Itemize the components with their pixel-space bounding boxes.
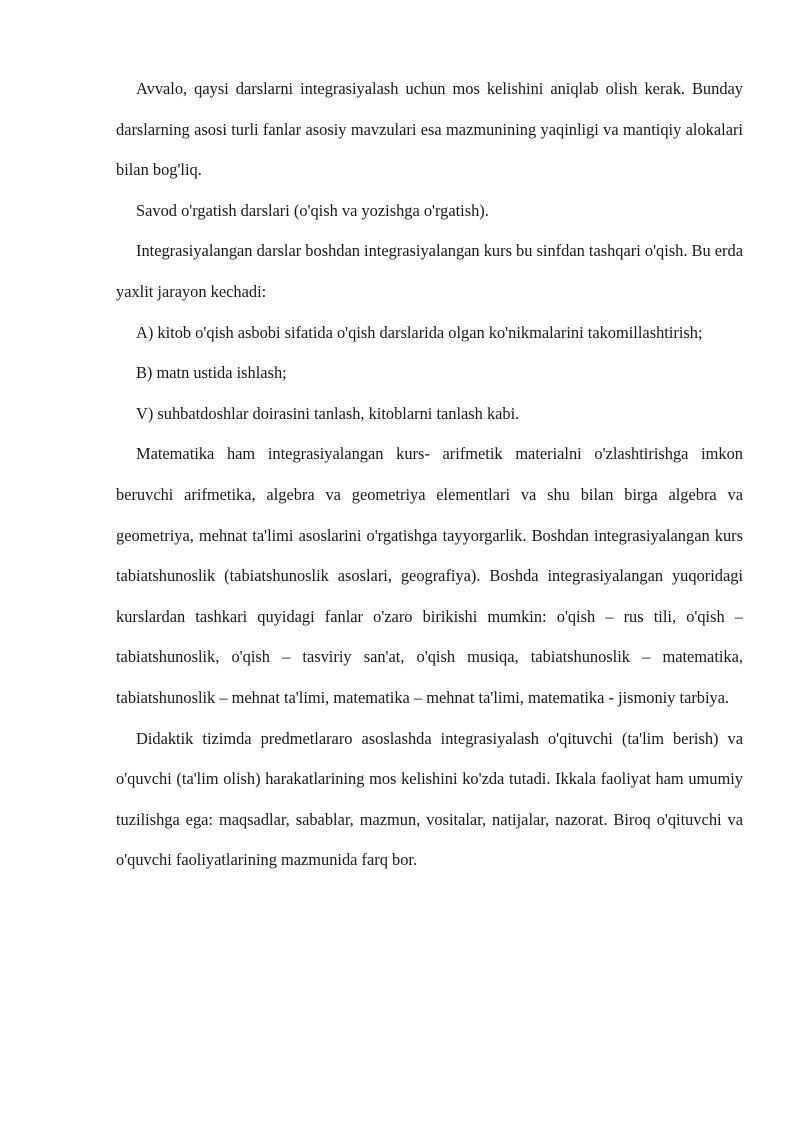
list-item-v: V) suhbatdoshlar doirasini tanlash, kitoblarni tanlash kabi. [136, 403, 520, 423]
paragraph-mathematics-integration: Matematika ham integrasiyalangan kurs- arifmetik materialni o'zlashtirishga imkon beruvchi arifmetika, algebra va geometriya elementlari va shu bilan birga algebra va geometriya, mehnat ta'limi asoslarini o'rgatishga tayyorgarlik. Boshdan integrasiyalangan kurs tabiatshunoslik (tabiatshunoslik asoslari, geografiya). Boshda integrasiyalangan yuqoridagi kurslardan tashkari quyidagi fanlar o'zaro birikishi mumkin: o'qish – rus tili, o'qish – tabiatshunoslik, o'qish – tasviriy san'at, o'qish musiqa, tabiatshunoslik – matematika, tabiatshunoslik – mehnat ta'limi, matematika – mehnat ta'limi, matematika - jismoniy tarbiya. [116, 444, 743, 707]
paragraph-integration-choice: Avvalo, qaysi darslarni integrasiyalash uchun mos kelishini aniqlab olish kerak. Bunday darslarning asosi turli fanlar asosiy mavzulari esa mazmunining yaqinligi va mantiqiy alokalari bilan bog'liq. [116, 79, 743, 180]
paragraph-literacy-lessons: Savod o'rgatish darslari (o'qish va yozishga o'rgatish). [136, 200, 489, 220]
list-item-a: A) kitob o'qish asbobi sifatida o'qish darslarida olgan ko'nikmalarini takomillashtirish; [136, 322, 703, 342]
paragraph-didactic-system: Didaktik tizimda predmetlararo asoslashda integrasiyalash o'qituvchi (ta'lim berish) va o'quvchi (ta'lim olish) harakatlarining mos kelishini ko'zda tutadi. Ikkala faoliyat ham umumiy tuzilishga ega: maqsadlar, sabablar, mazmun, vositalar, natijalar, nazorat. Biroq o'qituvchi va o'quvchi faoliyatlarining mazmunida farq bor. [116, 728, 743, 870]
paragraph-extracurricular-reading: Integrasiyalangan darslar boshdan integrasiyalangan kurs bu sinfdan tashqari o'qish. Bu erda yaxlit jarayon kechadi: [116, 241, 743, 301]
list-item-b: B) matn ustida ishlash; [136, 363, 287, 383]
document-body [116, 69, 743, 881]
